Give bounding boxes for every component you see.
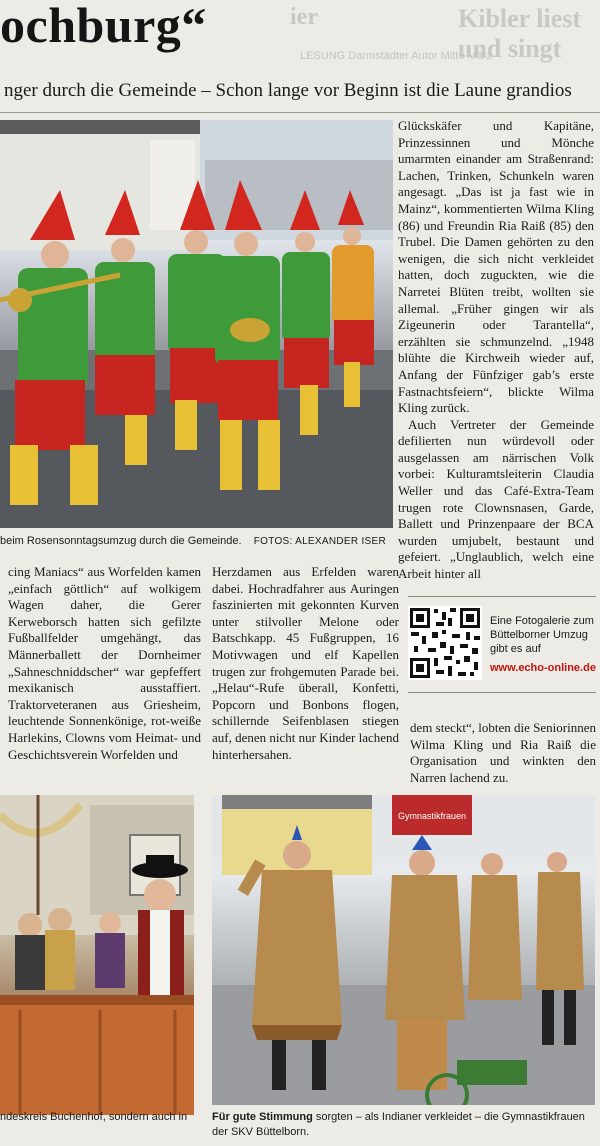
divider-rule: [0, 112, 600, 113]
paragraph: Auch Vertreter der Gemeinde defilierten nun würdevoll oder ausgelassen am närrischen Volk vorbei: Kulturamtsleiterin Claudia Weller und das Café-Extra-Team trugen rote Clownsnasen, Garde, Ballett und Prinzenpaare der BCA wurden umjubelt, bestaunt und gefeiert. „Unglaublich, welch eine Arbeit hinter all: [398, 416, 594, 582]
article-column-b: [212, 564, 399, 763]
banner-text: Gymnastikfrauen: [397, 811, 467, 821]
article-subheadline: nger durch die Gemeinde – Schon lange vor Beginn ist die Laune grandios: [4, 80, 572, 101]
background-bleed-headline: ier: [290, 4, 318, 30]
caption-bold-lead: Für gute Stimmung: [212, 1111, 313, 1123]
promo-text: Eine Fotogalerie zum Büttelborner Umzug gibt es auf: [490, 615, 594, 655]
caption-text: sorgten – als Indianer verkleidet – die Gymnastikfrauen der SKV Büttelborn.: [212, 1111, 585, 1138]
article-column-c: [410, 720, 596, 786]
parade-float-illustration: [0, 795, 194, 1115]
paragraph: dem steckt“, lobten die Seniorinnen Wilma Kling und Ria Raiß die Organisation und winkten den Narren lachend zu.: [410, 720, 596, 785]
photo-credit: FOTOS: ALEXANDER ISER: [253, 536, 386, 547]
background-bleed-subline: LESUNG Darmstädter Autor Mitte März: [300, 50, 492, 62]
photo-gallery-promo: [408, 600, 596, 686]
background-bleed-headline-right: Kibler liest und singt: [458, 4, 582, 63]
paragraph: cing Maniacs“ aus Worfelden kamen „einfach göttlich“ auf wolkigem Wagen daher, die Gerer Kerweborsch hatten sich gefilzte Fußballfelder umgehängt, das Männerballett der Dornheimer „Sahneschniddscher“ war gepfeffert mexikanisch ausstaffiert. Traktorveteranen aus Griesheim, leuchtende Sonnenkönige, rot-weiße Harlekins, Clowns vom Heimat- und Geschichtsverein Worfelden und: [8, 564, 201, 762]
photo-marching-band: [0, 120, 393, 528]
article-column-right: [398, 118, 594, 583]
paragraph: Herzdamen aus Erfelden waren dabei. Hochradfahrer aus Auringen faszinierten mit gekonnten Kurven unter stilvoller Melone oder Batschkapp. 45 Fußgruppen, 16 Motivwagen und elf Kapellen trugen zur frohgemuten Parade bei. „Helau“-Rufe überall, Konfetti, Popcorn und Bonbons flogen, schillernde Seifenblasen stiegen auf, denen nicht nur Kinder lachend hinterhersahen.: [212, 564, 399, 762]
promo-link[interactable]: www.echo-online.de: [490, 662, 596, 674]
caption-text: beim Rosensonntagsumzug durch die Gemeinde.: [0, 535, 242, 547]
photo-caption-main: [0, 534, 392, 549]
photo-indian-costumes: [212, 795, 595, 1105]
divider-rule: [408, 596, 596, 597]
article-column-a: [8, 564, 201, 763]
paragraph: Glückskäfer und Kapitäne, Prinzessinnen und Mönche umarmten einander am Straßenrand: Lachen, Trinken, Schunkeln waren angesagt. „Das ist ja fast wie in Mainz“, kommentierten Wilma Kling (86) und Freundin Ria Raiß (85) den Trubel. Die Damen gehörten zu den wenigen, die sich nicht verkleidet hatten, doch zuguckten, wie die Narretei Blüten treibt, wollten sie allemal. „Früher gingen wir als Zigeunerin oder Tarantella“, erzählten sie schmunzelnd. „1948 blühte die Kirchweih wieder auf, Anfang der Fünfziger gab’s erste Fastnachtsfeiern“, blickte Wilma Kling zurück.: [398, 118, 594, 416]
photo-caption-left: ndeskreis Buchenhof, sondern auch in: [0, 1111, 188, 1123]
marching-band-illustration: [0, 120, 393, 528]
divider-rule: [408, 692, 596, 693]
indian-costume-illustration: [212, 795, 595, 1105]
photo-caption-right: [212, 1110, 595, 1140]
qr-code-icon[interactable]: [408, 606, 482, 680]
article-headline: ochburg“: [0, 0, 207, 53]
photo-parade-float: [0, 795, 194, 1115]
